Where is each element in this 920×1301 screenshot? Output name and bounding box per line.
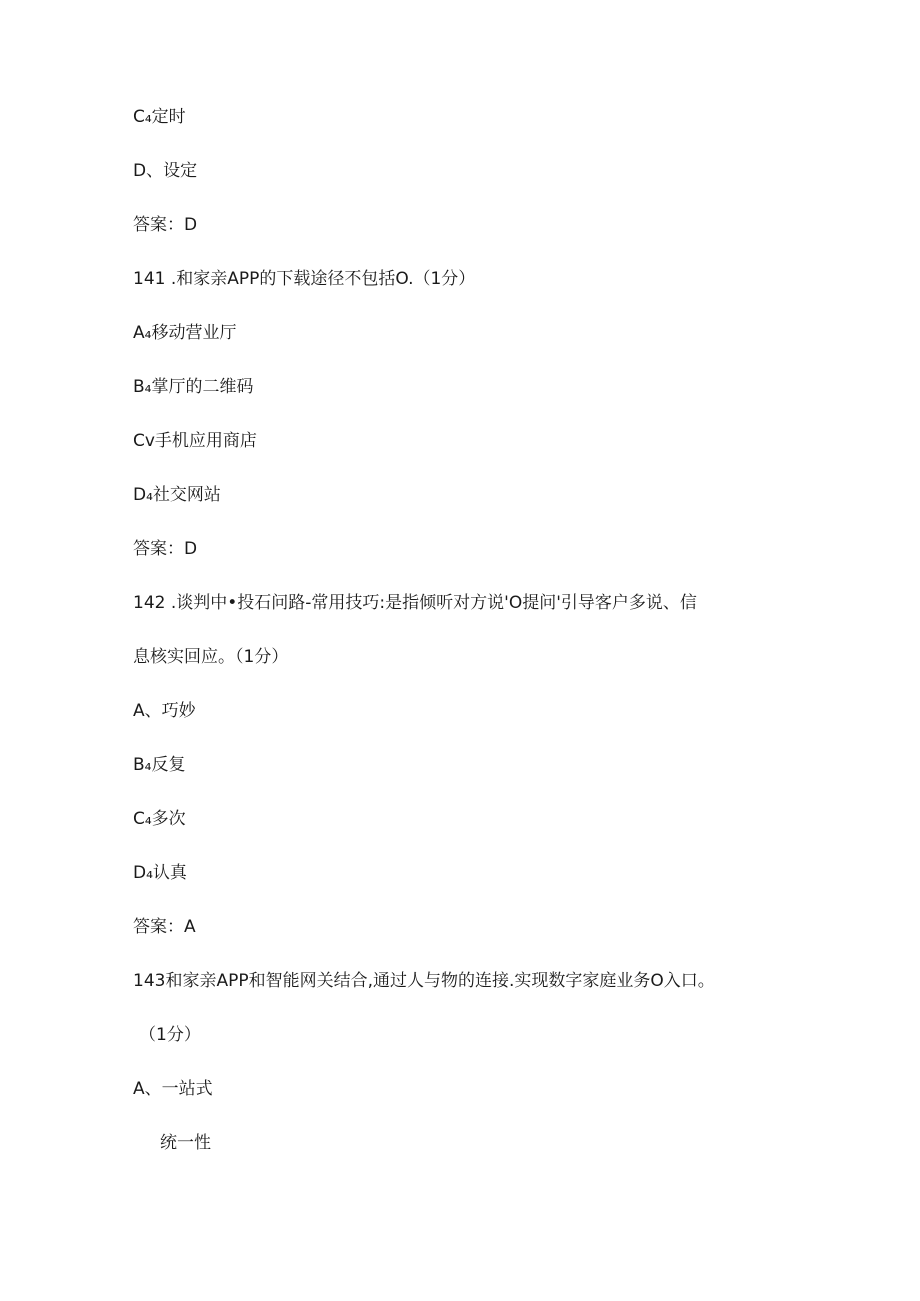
option-c-q142: C₄多次: [133, 809, 186, 829]
option-d-q140: D、设定: [133, 161, 198, 181]
question-142-line1: 142 .谈判中•投石问路-常用技巧:是指倾听对方说'O提问'引导客户多说、信: [133, 593, 697, 613]
question-141: 141 .和家亲APP的下载途径不包括O.（1分）: [133, 269, 476, 289]
option-b-q141: B₄掌厅的二维码: [133, 377, 254, 397]
option-a-q141: A₄移动营业厅: [133, 323, 237, 343]
question-142-line2: 息核实回应。（1分）: [133, 647, 289, 667]
option-b-q143: 统一性: [160, 1133, 211, 1153]
option-b-q142: B₄反复: [133, 755, 186, 775]
option-a-q142: A、巧妙: [133, 701, 196, 721]
question-143-line1: 143和家亲APP和智能网关结合,通过人与物的连接.实现数字家庭业务O入口。: [133, 971, 715, 991]
answer-q142: 答案：A: [133, 917, 196, 937]
answer-q141: 答案：D: [133, 539, 198, 559]
option-d-q141: D₄社交网站: [133, 485, 221, 505]
option-d-q142: D₄认真: [133, 863, 187, 883]
option-a-q143: A、一站式: [133, 1079, 213, 1099]
answer-q140: 答案：D: [133, 215, 198, 235]
question-143-line2: （1分）: [139, 1025, 201, 1045]
option-c-q140: C₄定时: [133, 107, 186, 127]
option-c-q141: Cv手机应用商店: [133, 431, 257, 451]
